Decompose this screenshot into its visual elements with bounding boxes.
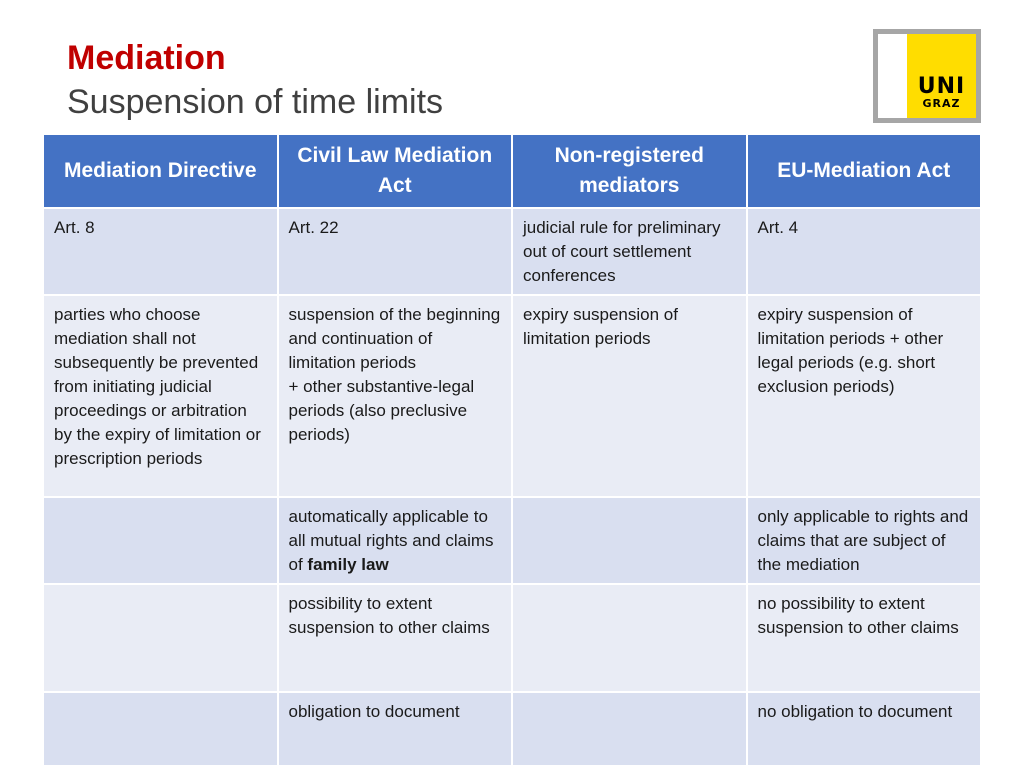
table-cell [43,692,278,766]
table-row [43,584,981,692]
table-row [43,208,981,295]
table-cell: parties who choose mediation shall not subsequently be prevented from initiating judicial proceedings or arbitration by the expiry of limitation or prescription periods [43,295,278,497]
logo-text [907,76,976,110]
cell-text: suspension of the beginning and continuation of limitation periods [288,305,501,372]
cell-text: automatically applicable to all mutual rights and claims of [288,507,494,574]
table-cell: possibility to extent suspension to other claims [278,584,513,692]
slide-title: Mediation [67,39,226,77]
comparison-table [42,133,982,767]
cell-text-bold: family law [307,555,389,574]
table-cell: expiry suspension of limitation periods + other legal periods (e.g. short exclusion periods) [747,295,982,497]
header-mediation-directive: Mediation Directive [43,134,278,208]
header-non-registered-mediators: Non-registered mediators [512,134,747,208]
table-cell [512,692,747,766]
table-cell [43,497,278,584]
table-row [43,295,981,497]
table-row [43,497,981,584]
cell-text-continued: + other substantive-legal periods (also preclusive periods) [288,377,475,444]
logo-text-uni: UNI [917,74,966,99]
table-cell: Art. 8 [43,208,278,295]
table-cell: only applicable to rights and claims that are subject of the mediation [747,497,982,584]
table-cell [278,497,513,584]
header-eu-mediation-act: EU-Mediation Act [747,134,982,208]
table-cell: judicial rule for preliminary out of court settlement conferences [512,208,747,295]
table-cell: obligation to document [278,692,513,766]
university-logo [873,29,981,123]
table-cell: Art. 4 [747,208,982,295]
table-cell: expiry suspension of limitation periods [512,295,747,497]
table-cell [512,497,747,584]
table-header-row [43,134,981,208]
table-cell [43,584,278,692]
table-cell [278,295,513,497]
table-row [43,692,981,766]
slide-subtitle: Suspension of time limits [67,83,444,121]
table-cell: Art. 22 [278,208,513,295]
table-cell: no obligation to document [747,692,982,766]
logo-text-graz: GRAZ [922,97,961,110]
table-cell: no possibility to extent suspension to other claims [747,584,982,692]
header-civil-law-mediation-act: Civil Law Mediation Act [278,134,513,208]
table-cell [512,584,747,692]
